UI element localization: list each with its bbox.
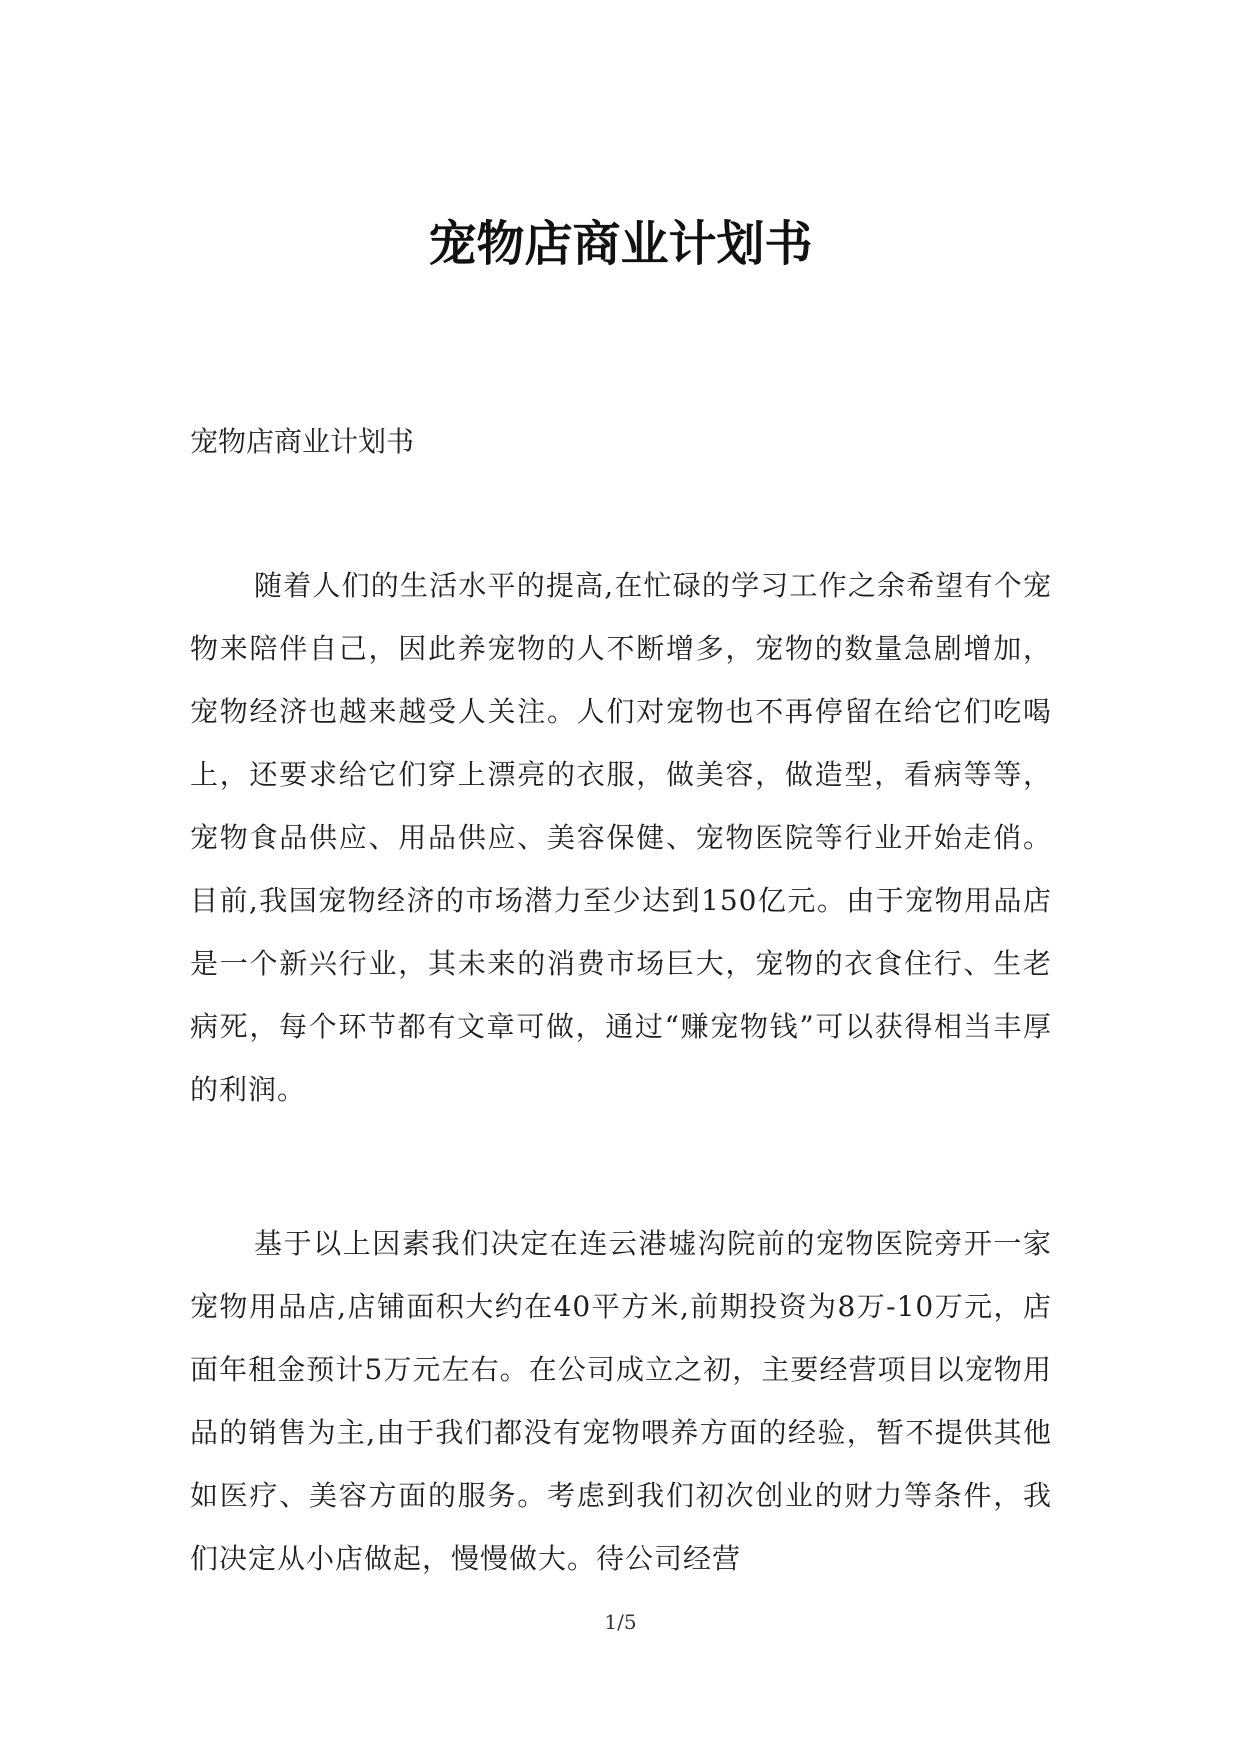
body-paragraph-1: 随着人们的生活水平的提高,在忙碌的学习工作之余希望有个宠物来陪伴自己，因此养宠物的人不断增多，宠物的数量急剧增加，宠物经济也越来越受人关注。人们对宠物也不再停留在给它们吃喝上，还要求给它们穿上漂亮的衣服，做美容，做造型，看病等等，宠物食品供应、用品供应、美容保健、宠物医院等行业开始走俏。目前,我国宠物经济的市场潜力至少达到150亿元。由于宠物用品店是一个新兴行业，其未来的消费市场巨大，宠物的衣食住行、生老病死，每个环节都有文章可做，通过“赚宠物钱”可以获得相当丰厚的利润。 (190, 569, 1052, 1106)
page-number: 1/5 (604, 1610, 637, 1634)
document-subtitle: 宠物店商业计划书 (190, 425, 415, 458)
body-paragraph-2: 基于以上因素我们决定在连云港墟沟院前的宠物医院旁开一家宠物用品店,店铺面积大约在40平方米,前期投资为8万-10万元，店面年租金预计5万元左右。在公司成立之初，主要经营项目以宠物用品的销售为主,由于我们都没有宠物喂养方面的经验，暂不提供其他如医疗、美容方面的服务。考虑到我们初次创业的财力等条件，我们决定从小店做起，慢慢做大。待公司经营 (190, 1227, 1052, 1575)
document-title: 宠物店商业计划书 (428, 216, 813, 272)
